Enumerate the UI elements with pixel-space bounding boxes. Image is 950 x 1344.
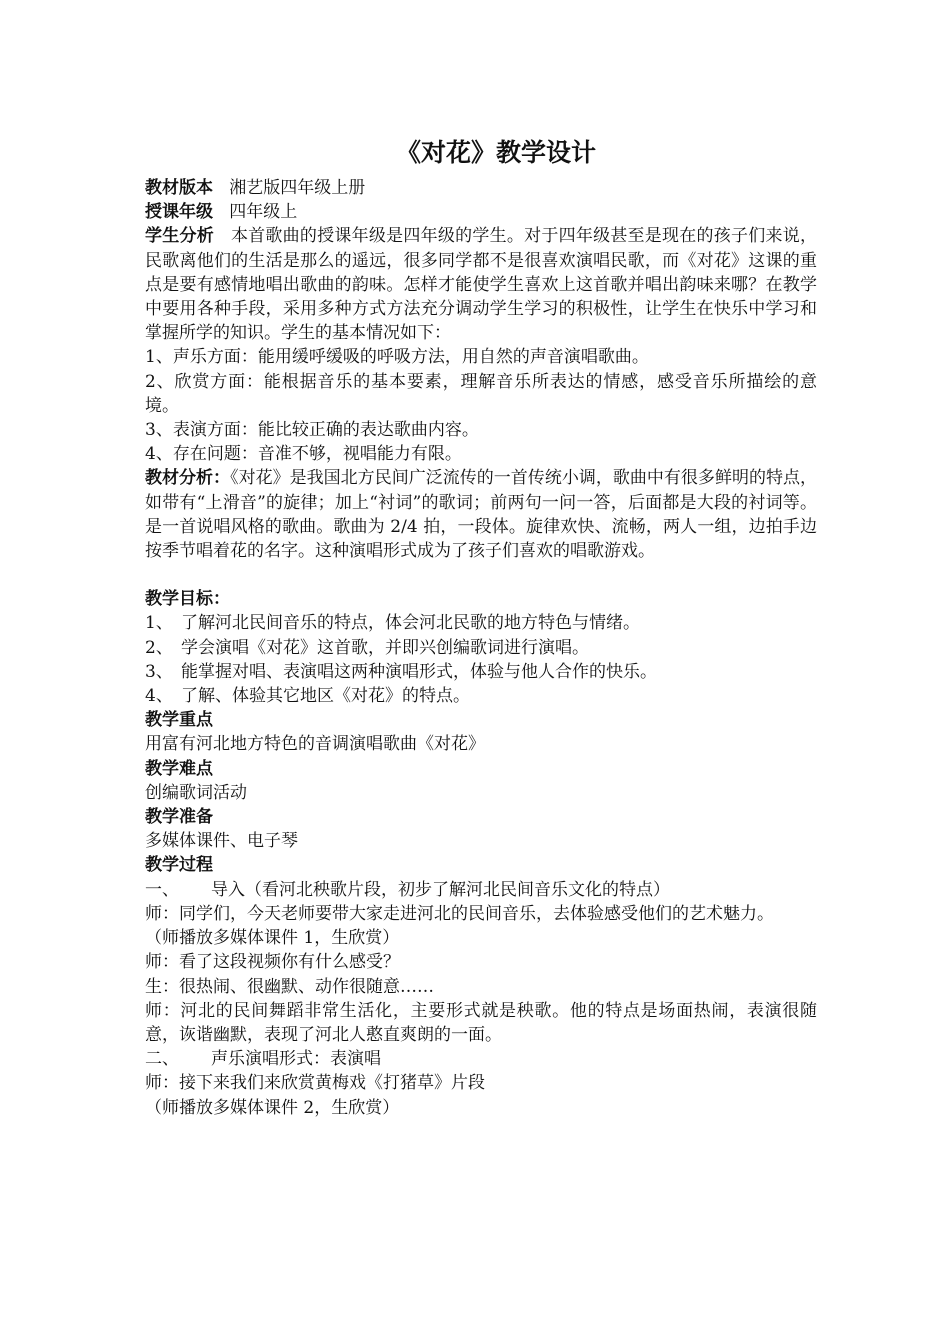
- document-title: 《对花》教学设计: [395, 138, 596, 167]
- grade-value: 四年级上: [229, 202, 298, 223]
- difficulty-text: 创编歌词活动: [145, 782, 247, 803]
- process-line: 师：看了这段视频你有什么感受？: [145, 952, 400, 973]
- material-label: 教材分析：: [145, 468, 231, 489]
- spacer: [145, 563, 817, 587]
- process-line: 师：河北的民间舞蹈非常生活化，主要形式就是秧歌。他的特点是场面热闹，表演很随意，诙谐幽默，表现了河北人憨直爽朗的一面。: [145, 1000, 817, 1045]
- goal-item: 4、 了解、体验其它地区《对花》的特点。: [145, 686, 470, 707]
- goal-item: 3、 能掌握对唱、表演唱这两种演唱形式，体验与他人合作的快乐。: [145, 661, 657, 682]
- process-line: （师播放多媒体课件 1，生欣赏）: [145, 928, 400, 949]
- edition-label: 教材版本: [145, 178, 213, 198]
- goal-item: 1、 了解河北民间音乐的特点，体会河北民歌的地方特色与情绪。: [145, 613, 640, 634]
- student-text: 本首歌曲的授课年级是四年级的学生。对于四年级甚至是现在的孩子们来说，民歌离他们的生活是那么的遥远，很多同学都不是很喜欢演唱民歌，而《对花》这课的重点是要有感情地唱出歌曲的韵味。怎样才能使学生喜欢上这首歌并唱出韵味来哪？在教学中要用各种手段，采用多种方式方法充分调动学生学习的积极性，让学生在快乐中学习和掌握所学的知识。学生的基本情况如下：: [145, 226, 818, 344]
- prep-heading: 教学准备: [145, 807, 213, 828]
- edition-line: [145, 176, 817, 200]
- process-heading: 教学过程: [145, 855, 213, 876]
- edition-value: 湘艺版四年级上册: [229, 178, 366, 198]
- key-text: 用富有河北地方特色的音调演唱歌曲《对花》: [145, 734, 485, 755]
- student-point: 2、欣赏方面：能根据音乐的基本要素，理解音乐所表达的情感，感受音乐所描绘的意境。: [145, 371, 817, 416]
- grade-label: 授课年级: [145, 202, 213, 223]
- process-line: （师播放多媒体课件 2，生欣赏）: [145, 1097, 400, 1118]
- goals-heading: 教学目标：: [145, 589, 230, 610]
- grade-line: [145, 200, 817, 224]
- process-line: 师：同学们，今天老师要带大家走进河北的民间音乐，去体验感受他们的艺术魅力。: [145, 903, 774, 924]
- student-analysis: [145, 224, 817, 345]
- student-point: 1、声乐方面：能用缓呼缓吸的呼吸方法，用自然的声音演唱歌曲。: [145, 347, 649, 368]
- goal-item: 2、 学会演唱《对花》这首歌，并即兴创编歌词进行演唱。: [145, 637, 589, 658]
- process-line: 生：很热闹、很幽默、动作很随意……: [145, 976, 434, 997]
- process-step-2: 二、 声乐演唱形式：表演唱: [145, 1049, 381, 1070]
- student-label: 学生分析: [145, 226, 214, 247]
- process-line: 师：接下来我们来欣赏黄梅戏《打猪草》片段: [145, 1073, 485, 1094]
- student-point: 3、表演方面：能比较正确的表达歌曲内容。: [145, 420, 479, 441]
- process-step-1: 一、 导入（看河北秧歌片段，初步了解河北民间音乐文化的特点）: [145, 879, 670, 900]
- material-text: 《对花》是我国北方民间广泛流传的一首传统小调，歌曲中有很多鲜明的特点，如带有“上滑音”的旋律；加上“衬词”的歌词；前两句一问一答，后面都是大段的衬词等。是一首说唱风格的歌曲。歌曲为 2/4 拍，一段体。旋律欢快、流畅，两人一组，边拍手边按季节唱着花的名字。这种演唱形式成为了孩子们喜欢的唱歌游戏。: [145, 468, 818, 562]
- prep-text: 多媒体课件、电子琴: [145, 831, 298, 852]
- document-page: [145, 136, 817, 1120]
- difficulty-heading: 教学难点: [145, 758, 213, 779]
- student-point: 4、存在问题：音准不够，视唱能力有限。: [145, 444, 462, 465]
- material-analysis: [145, 466, 817, 563]
- key-heading: 教学重点: [145, 710, 213, 731]
